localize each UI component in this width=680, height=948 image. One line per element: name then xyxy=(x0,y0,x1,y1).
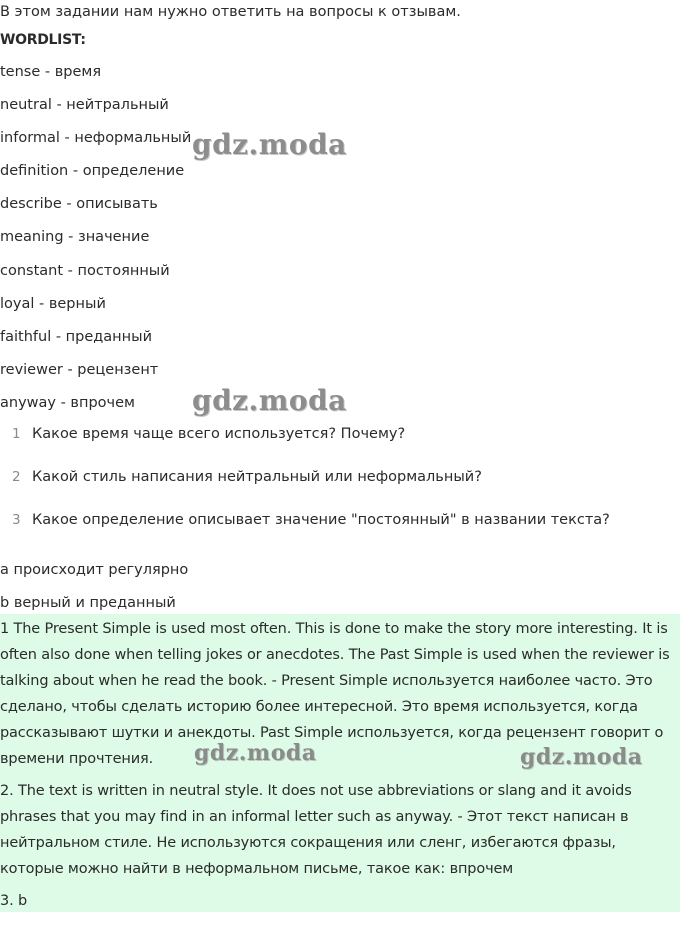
question-number: 2 xyxy=(12,469,21,485)
question-text: Какой стиль написания нейтральный или неформальный? xyxy=(32,469,482,485)
option-a: a происходит регулярно xyxy=(0,562,189,578)
wordlist-item: tense - время xyxy=(0,64,102,80)
question-text: Какое время чаще всего используется? Почему? xyxy=(32,426,406,442)
question-text: Какое определение описывает значение "постоянный" в названии текста? xyxy=(32,512,610,528)
wordlist-title: WORDLIST: xyxy=(0,32,86,48)
answer-2: 2. The text is written in neutral style. It does not use abbreviations or slang and it avoids phrases that you may find in an informal letter such as anyway. - Этот текст написан в нейтральном стиле. Не используются сокращения или сленг, избегаются фразы, которые можно найти в неформальном письме, такое как: впрочем xyxy=(0,783,632,877)
wordlist xyxy=(0,62,191,426)
question-item xyxy=(0,424,610,467)
question-number: 3 xyxy=(12,512,21,528)
watermark-logo: gdz.moda xyxy=(192,128,347,161)
watermark-logo: gdz.moda xyxy=(194,740,317,766)
wordlist-item: loyal - верный xyxy=(0,295,106,312)
option-b: b верный и преданный xyxy=(0,595,176,611)
answer-3: 3. b xyxy=(0,893,28,909)
question-number: 1 xyxy=(12,426,21,442)
wordlist-item: neutral - нейтральный xyxy=(0,97,169,114)
wordlist-item: faithful - преданный xyxy=(0,328,153,345)
watermark-logo: gdz.moda xyxy=(520,744,643,770)
question-list xyxy=(0,424,610,553)
wordlist-item: informal - неформальный xyxy=(0,130,192,147)
wordlist-item: describe - описывать xyxy=(0,196,158,213)
wordlist-item: reviewer - рецензент xyxy=(0,361,159,378)
answer-1: 1 The Present Simple is used most often. This is done to make the story more interesting. It is often also done when telling jokes or anecdotes. The Past Simple is used when the reviewer is talking about when he read the book. - Present Simple используется наиболее часто. Это сделано, чтобы сделать историю более интересной. Это время используется, когда рассказывают шутки и анекдоты. Past Simple используется, когда рецензент говорит о времени прочтения. xyxy=(0,621,670,767)
wordlist-item: constant - постоянный xyxy=(0,262,170,279)
wordlist-item: definition - определение xyxy=(0,163,185,180)
wordlist-item: anyway - впрочем xyxy=(0,394,135,411)
wordlist-item: meaning - значение xyxy=(0,229,150,246)
question-item xyxy=(0,510,610,553)
question-item xyxy=(0,467,610,510)
watermark-logo: gdz.moda xyxy=(192,384,347,417)
intro-text: В этом задании нам нужно ответить на вопросы к отзывам. xyxy=(0,4,461,20)
